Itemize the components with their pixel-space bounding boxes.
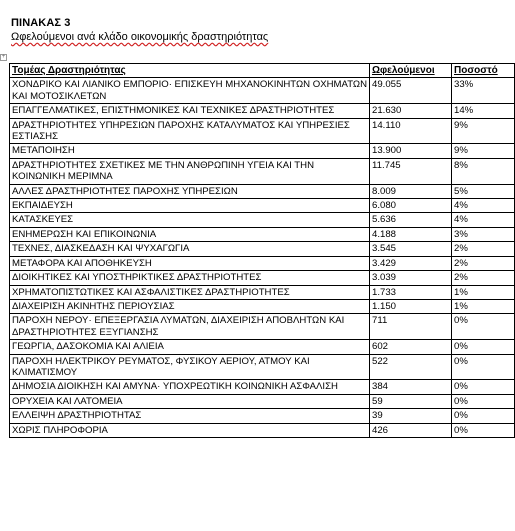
table-row — [10, 158, 515, 184]
percentage-cell: 4% — [452, 213, 515, 227]
percentage-cell: 0% — [452, 340, 515, 354]
beneficiaries-cell: 5.636 — [370, 213, 452, 227]
beneficiaries-cell: 1.150 — [370, 299, 452, 313]
beneficiaries-cell: 13.900 — [370, 144, 452, 158]
beneficiaries-cell: 8.009 — [370, 184, 452, 198]
percentage-cell: 2% — [452, 271, 515, 285]
percentage-cell: 0% — [452, 409, 515, 423]
beneficiaries-cell: 49.055 — [370, 78, 452, 104]
percentage-cell: 3% — [452, 227, 515, 241]
percentage-cell: 9% — [452, 118, 515, 144]
percentage-cell: 1% — [452, 285, 515, 299]
sector-cell: ΠΑΡΟΧΗ ΝΕΡΟΥ· ΕΠΕΞΕΡΓΑΣΙΑ ΛΥΜΑΤΩΝ, ΔΙΑΧΕΙΡΙΣΗ ΑΠΟΒΛΗΤΩΝ ΚΑΙ ΔΡΑΣΤΗΡΙΟΤΗΤΕΣ ΕΞΥΓΙΑΝΣΗΣ — [10, 314, 370, 340]
sector-cell: ΤΕΧΝΕΣ, ΔΙΑΣΚΕΔΑΣΗ ΚΑΙ ΨΥΧΑΓΩΓΙΑ — [10, 242, 370, 256]
table-row — [10, 423, 515, 437]
sector-cell: ΕΠΑΓΓΕΛΜΑΤΙΚΕΣ, ΕΠΙΣΤΗΜΟΝΙΚΕΣ ΚΑΙ ΤΕΧΝΙΚΕΣ ΔΡΑΣΤΗΡΙΟΤΗΤΕΣ — [10, 104, 370, 118]
sector-cell: ΔΡΑΣΤΗΡΙΟΤΗΤΕΣ ΣΧΕΤΙΚΕΣ ΜΕ ΤΗΝ ΑΝΘΡΩΠΙΝΗ ΥΓΕΙΑ ΚΑΙ ΤΗΝ ΚΟΙΝΩΝΙΚΗ ΜΕΡΙΜΝΑ — [10, 158, 370, 184]
sector-cell: ΚΑΤΑΣΚΕΥΕΣ — [10, 213, 370, 227]
table-row — [10, 104, 515, 118]
table-row — [10, 314, 515, 340]
percentage-cell: 9% — [452, 144, 515, 158]
table-row — [10, 380, 515, 394]
sector-cell: ΔΙΟΙΚΗΤΙΚΕΣ ΚΑΙ ΥΠΟΣΤΗΡΙΚΤΙΚΕΣ ΔΡΑΣΤΗΡΙΟΤΗΤΕΣ — [10, 271, 370, 285]
sector-cell: ΔΗΜΟΣΙΑ ΔΙΟΙΚΗΣΗ ΚΑΙ ΑΜΥΝΑ· ΥΠΟΧΡΕΩΤΙΚΗ ΚΟΙΝΩΝΙΚΗ ΑΣΦΑΛΙΣΗ — [10, 380, 370, 394]
table-body — [10, 78, 515, 438]
percentage-cell: 0% — [452, 380, 515, 394]
beneficiaries-cell: 39 — [370, 409, 452, 423]
table-row — [10, 227, 515, 241]
sector-cell: ΕΚΠΑΙΔΕΥΣΗ — [10, 199, 370, 213]
column-header-sector: Τομέας Δραστηριότητας — [10, 64, 370, 78]
beneficiaries-cell: 384 — [370, 380, 452, 394]
column-header-percentage: Ποσοστό — [452, 64, 515, 78]
sector-cell: ΟΡΥΧΕΙΑ ΚΑΙ ΛΑΤΟΜΕΙΑ — [10, 394, 370, 408]
beneficiaries-cell: 602 — [370, 340, 452, 354]
table-row — [10, 271, 515, 285]
percentage-cell: 5% — [452, 184, 515, 198]
table-row — [10, 340, 515, 354]
percentage-cell: 0% — [452, 423, 515, 437]
percentage-cell: 1% — [452, 299, 515, 313]
table-header-row — [10, 64, 515, 78]
sector-cell: ΧΡΗΜΑΤΟΠΙΣΤΩΤΙΚΕΣ ΚΑΙ ΑΣΦΑΛΙΣΤΙΚΕΣ ΔΡΑΣΤΗΡΙΟΤΗΤΕΣ — [10, 285, 370, 299]
table-row — [10, 256, 515, 270]
beneficiaries-cell: 711 — [370, 314, 452, 340]
percentage-cell: 2% — [452, 256, 515, 270]
beneficiaries-cell: 3.039 — [370, 271, 452, 285]
percentage-cell: 0% — [452, 354, 515, 380]
sector-cell: ΧΟΝΔΡΙΚΟ ΚΑΙ ΛΙΑΝΙΚΟ ΕΜΠΟΡΙΟ· ΕΠΙΣΚΕΥΗ ΜΗΧΑΝΟΚΙΝΗΤΩΝ ΟΧΗΜΑΤΩΝ ΚΑΙ ΜΟΤΟΣΙΚΛΕΤΩΝ — [10, 78, 370, 104]
percentage-cell: 4% — [452, 199, 515, 213]
beneficiaries-cell: 14.110 — [370, 118, 452, 144]
sector-cell: ΔΙΑΧΕΙΡΙΣΗ ΑΚΙΝΗΤΗΣ ΠΕΡΙΟΥΣΙΑΣ — [10, 299, 370, 313]
beneficiaries-cell: 426 — [370, 423, 452, 437]
beneficiaries-cell: 6.080 — [370, 199, 452, 213]
table-row — [10, 184, 515, 198]
sector-cell: ΑΛΛΕΣ ΔΡΑΣΤΗΡΙΟΤΗΤΕΣ ΠΑΡΟΧΗΣ ΥΠΗΡΕΣΙΩΝ — [10, 184, 370, 198]
beneficiaries-cell: 3.429 — [370, 256, 452, 270]
table-row — [10, 118, 515, 144]
percentage-cell: 14% — [452, 104, 515, 118]
percentage-cell: 2% — [452, 242, 515, 256]
table-row — [10, 409, 515, 423]
beneficiaries-cell: 59 — [370, 394, 452, 408]
table-row — [10, 144, 515, 158]
table-row — [10, 78, 515, 104]
beneficiaries-cell: 4.188 — [370, 227, 452, 241]
beneficiaries-cell: 3.545 — [370, 242, 452, 256]
percentage-cell: 33% — [452, 78, 515, 104]
sector-cell: ΕΝΗΜΕΡΩΣΗ ΚΑΙ ΕΠΙΚΟΙΝΩΝΙΑ — [10, 227, 370, 241]
table-row — [10, 199, 515, 213]
table-move-handle-icon[interactable]: + — [1, 54, 6, 60]
beneficiaries-table — [9, 63, 515, 438]
table-subheading: Ωφελούμενοι ανά κλάδο οικονομικής δραστηριότητας — [11, 31, 269, 43]
table-row — [10, 354, 515, 380]
column-header-beneficiaries: Ωφελούμενοι — [370, 64, 452, 78]
table-row — [10, 213, 515, 227]
beneficiaries-cell: 21.630 — [370, 104, 452, 118]
table-row — [10, 299, 515, 313]
table-row — [10, 394, 515, 408]
table-row — [10, 285, 515, 299]
sector-cell: ΕΛΛΕΙΨΗ ΔΡΑΣΤΗΡΙΟΤΗΤΑΣ — [10, 409, 370, 423]
table-heading: ΠΙΝΑΚΑΣ 3 — [11, 17, 71, 29]
percentage-cell: 0% — [452, 394, 515, 408]
beneficiaries-cell: 522 — [370, 354, 452, 380]
beneficiaries-cell: 11.745 — [370, 158, 452, 184]
sector-cell: ΧΩΡΙΣ ΠΛΗΡΟΦΟΡΙΑ — [10, 423, 370, 437]
sector-cell: ΔΡΑΣΤΗΡΙΟΤΗΤΕΣ ΥΠΗΡΕΣΙΩΝ ΠΑΡΟΧΗΣ ΚΑΤΑΛΥΜΑΤΟΣ ΚΑΙ ΥΠΗΡΕΣΙΕΣ ΕΣΤΙΑΣΗΣ — [10, 118, 370, 144]
sector-cell: ΜΕΤΑΦΟΡΑ ΚΑΙ ΑΠΟΘΗΚΕΥΣΗ — [10, 256, 370, 270]
sector-cell: ΓΕΩΡΓΙΑ, ΔΑΣΟΚΟΜΙΑ ΚΑΙ ΑΛΙΕΙΑ — [10, 340, 370, 354]
percentage-cell: 8% — [452, 158, 515, 184]
table-row — [10, 242, 515, 256]
sector-cell: ΜΕΤΑΠΟΙΗΣΗ — [10, 144, 370, 158]
beneficiaries-cell: 1.733 — [370, 285, 452, 299]
percentage-cell: 0% — [452, 314, 515, 340]
sector-cell: ΠΑΡΟΧΗ ΗΛΕΚΤΡΙΚΟΥ ΡΕΥΜΑΤΟΣ, ΦΥΣΙΚΟΥ ΑΕΡΙΟΥ, ΑΤΜΟΥ ΚΑΙ ΚΛΙΜΑΤΙΣΜΟΥ — [10, 354, 370, 380]
